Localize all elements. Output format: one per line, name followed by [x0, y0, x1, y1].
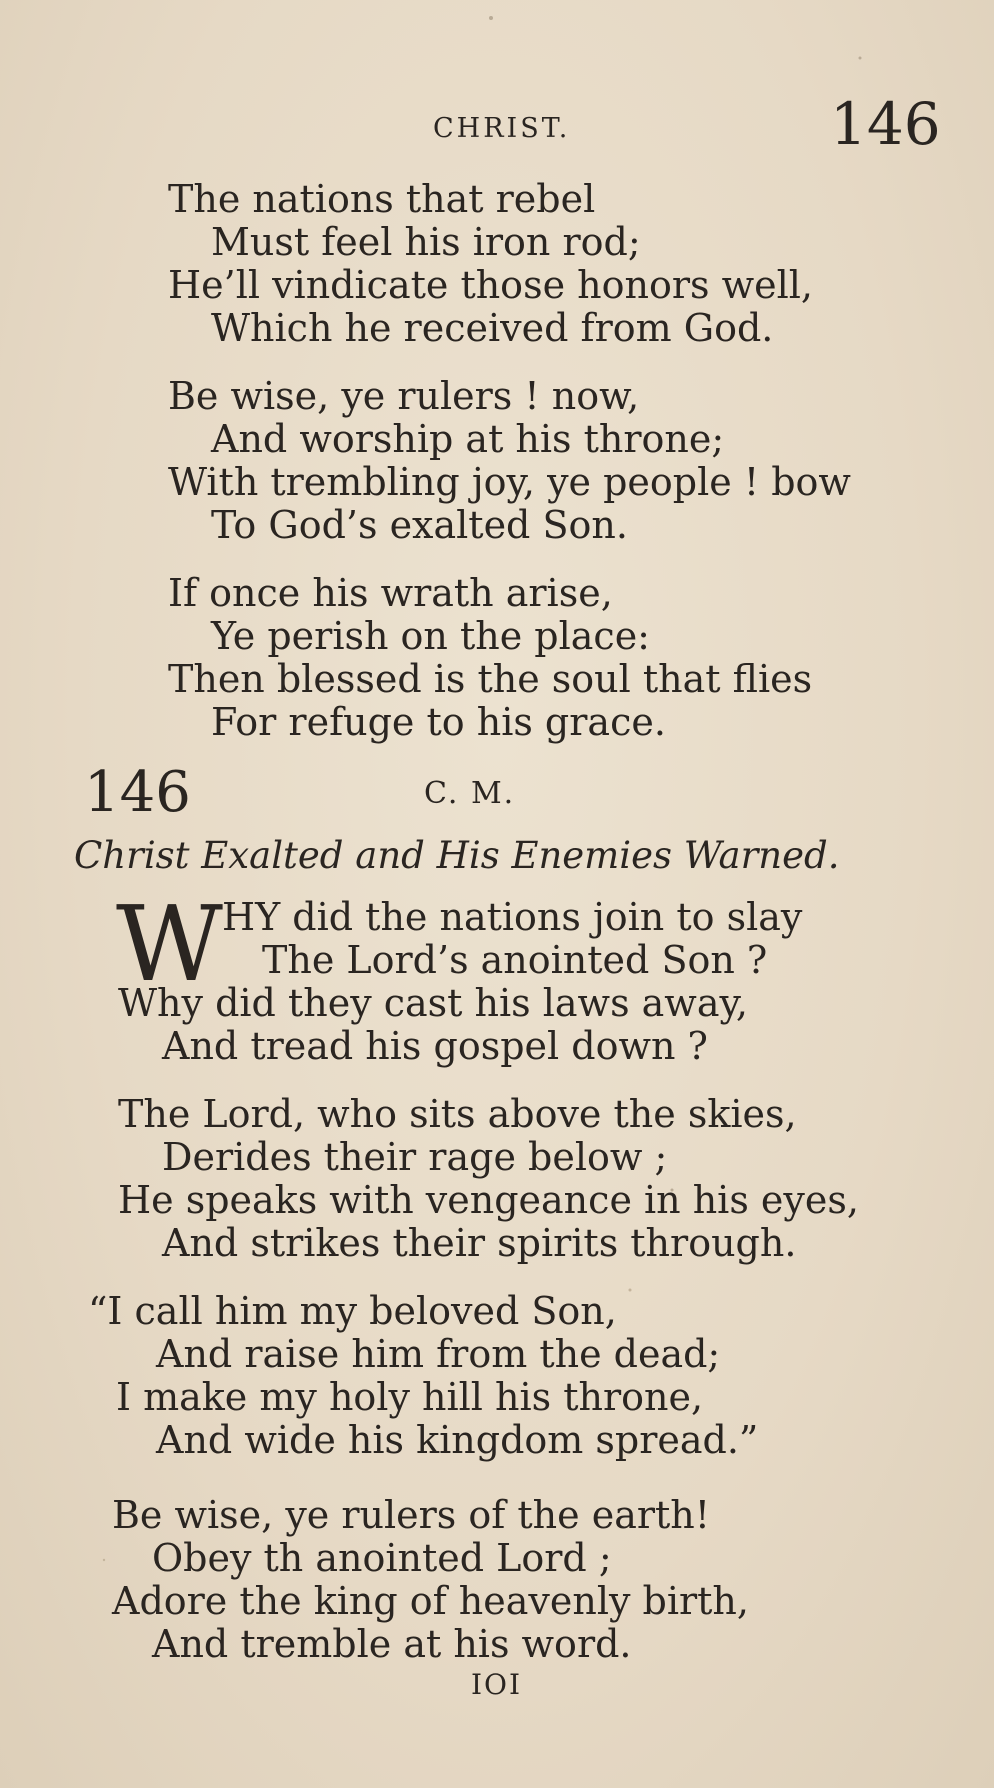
- verse-line: And strikes their spirits through.: [162, 1221, 797, 1265]
- drop-cap: W: [116, 883, 223, 1005]
- verse-line: And wide his kingdom spread.”: [156, 1418, 759, 1462]
- verse-line: Derides their rage below ;: [162, 1135, 668, 1179]
- verse-line: HY did the nations join to slay: [222, 895, 803, 939]
- verse-line: And raise him from the dead;: [156, 1332, 721, 1376]
- verse-line: Adore the king of heavenly birth,: [112, 1579, 749, 1623]
- page-number: 146: [830, 90, 941, 158]
- verse-line: The nations that rebel: [168, 177, 596, 221]
- verse-line: He’ll vindicate those honors well,: [168, 263, 813, 307]
- verse-line: To God’s exalted Son.: [211, 503, 628, 547]
- verse-line: Which he received from God.: [211, 306, 774, 350]
- running-head: CHRIST.: [433, 113, 571, 144]
- verse-line: Be wise, ye rulers ! now,: [168, 374, 640, 418]
- verse-line: Obey th anointed Lord ;: [152, 1536, 612, 1580]
- verse-line: If once his wrath arise,: [168, 571, 613, 615]
- verse-line: The Lord, who sits above the skies,: [118, 1092, 797, 1136]
- verse-line: He speaks with vengeance in his eyes,: [118, 1178, 859, 1222]
- hymn-title: Christ Exalted and His Enemies Warned.: [74, 834, 840, 877]
- verse-line: And tremble at his word.: [152, 1622, 632, 1666]
- verse-line: I make my holy hill his throne,: [116, 1375, 704, 1419]
- verse-line: With trembling joy, ye people ! bow: [168, 460, 851, 504]
- verse-line: Why did they cast his laws away,: [118, 981, 748, 1025]
- verse-line: Must feel his iron rod;: [211, 220, 641, 264]
- verse-line: And tread his gospel down ?: [162, 1024, 708, 1068]
- verse-line: “I call him my beloved Son,: [88, 1289, 617, 1333]
- verse-line: Then blessed is the soul that flies: [168, 657, 813, 701]
- verse-line: For refuge to his grace.: [211, 700, 666, 744]
- verse-line: Be wise, ye rulers of the earth!: [112, 1493, 711, 1537]
- hymn-meter: C. M.: [424, 776, 516, 811]
- hymn-number: 146: [84, 760, 191, 825]
- verse-line: The Lord’s anointed Son ?: [262, 938, 768, 982]
- verse-line: Ye perish on the place:: [211, 614, 650, 658]
- folio-number: IOI: [471, 1668, 523, 1701]
- verse-line: And worship at his throne;: [211, 417, 725, 461]
